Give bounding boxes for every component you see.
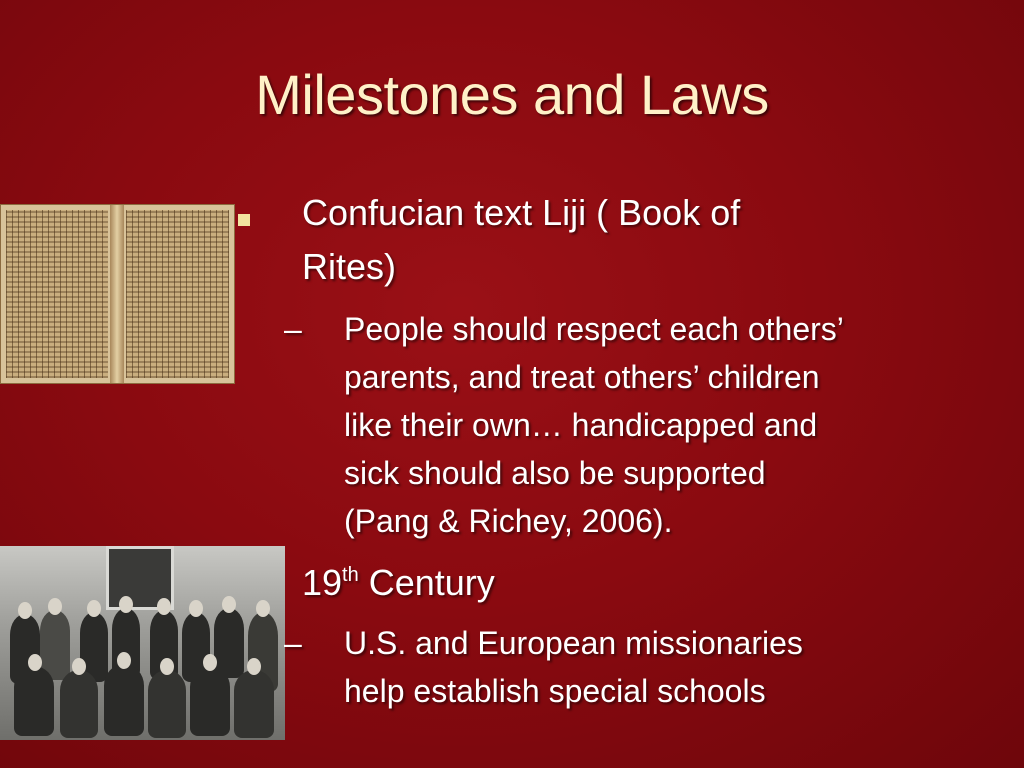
sub-bullet-line: help establish special schools: [344, 673, 766, 709]
bullet-line: Confucian text Liji ( Book of: [302, 192, 741, 233]
confucian-book-image: [0, 204, 235, 384]
slide-title: Milestones and Laws: [255, 63, 769, 126]
sub-bullet-line: (Pang & Richey, 2006).: [344, 503, 673, 539]
sub-bullet-line: parents, and treat others’ children: [344, 359, 820, 395]
missionary-group-photo: [0, 546, 285, 740]
sub-bullet-dash: –: [284, 625, 302, 661]
century-number: 19: [302, 562, 343, 603]
sub-bullet-line: U.S. and European missionaries: [344, 625, 803, 661]
bullet-line: [302, 558, 495, 608]
century-word: Century: [358, 562, 495, 603]
ordinal-suffix: th: [342, 564, 359, 586]
sub-bullet-line: sick should also be supported: [344, 455, 766, 491]
sub-bullet-dash: –: [284, 311, 302, 347]
bullet-line: Rites): [302, 246, 397, 287]
sub-bullet-line: People should respect each others’: [344, 311, 844, 347]
sub-bullet-line: like their own… handicapped and: [344, 407, 818, 443]
bullet-marker: [238, 214, 250, 226]
